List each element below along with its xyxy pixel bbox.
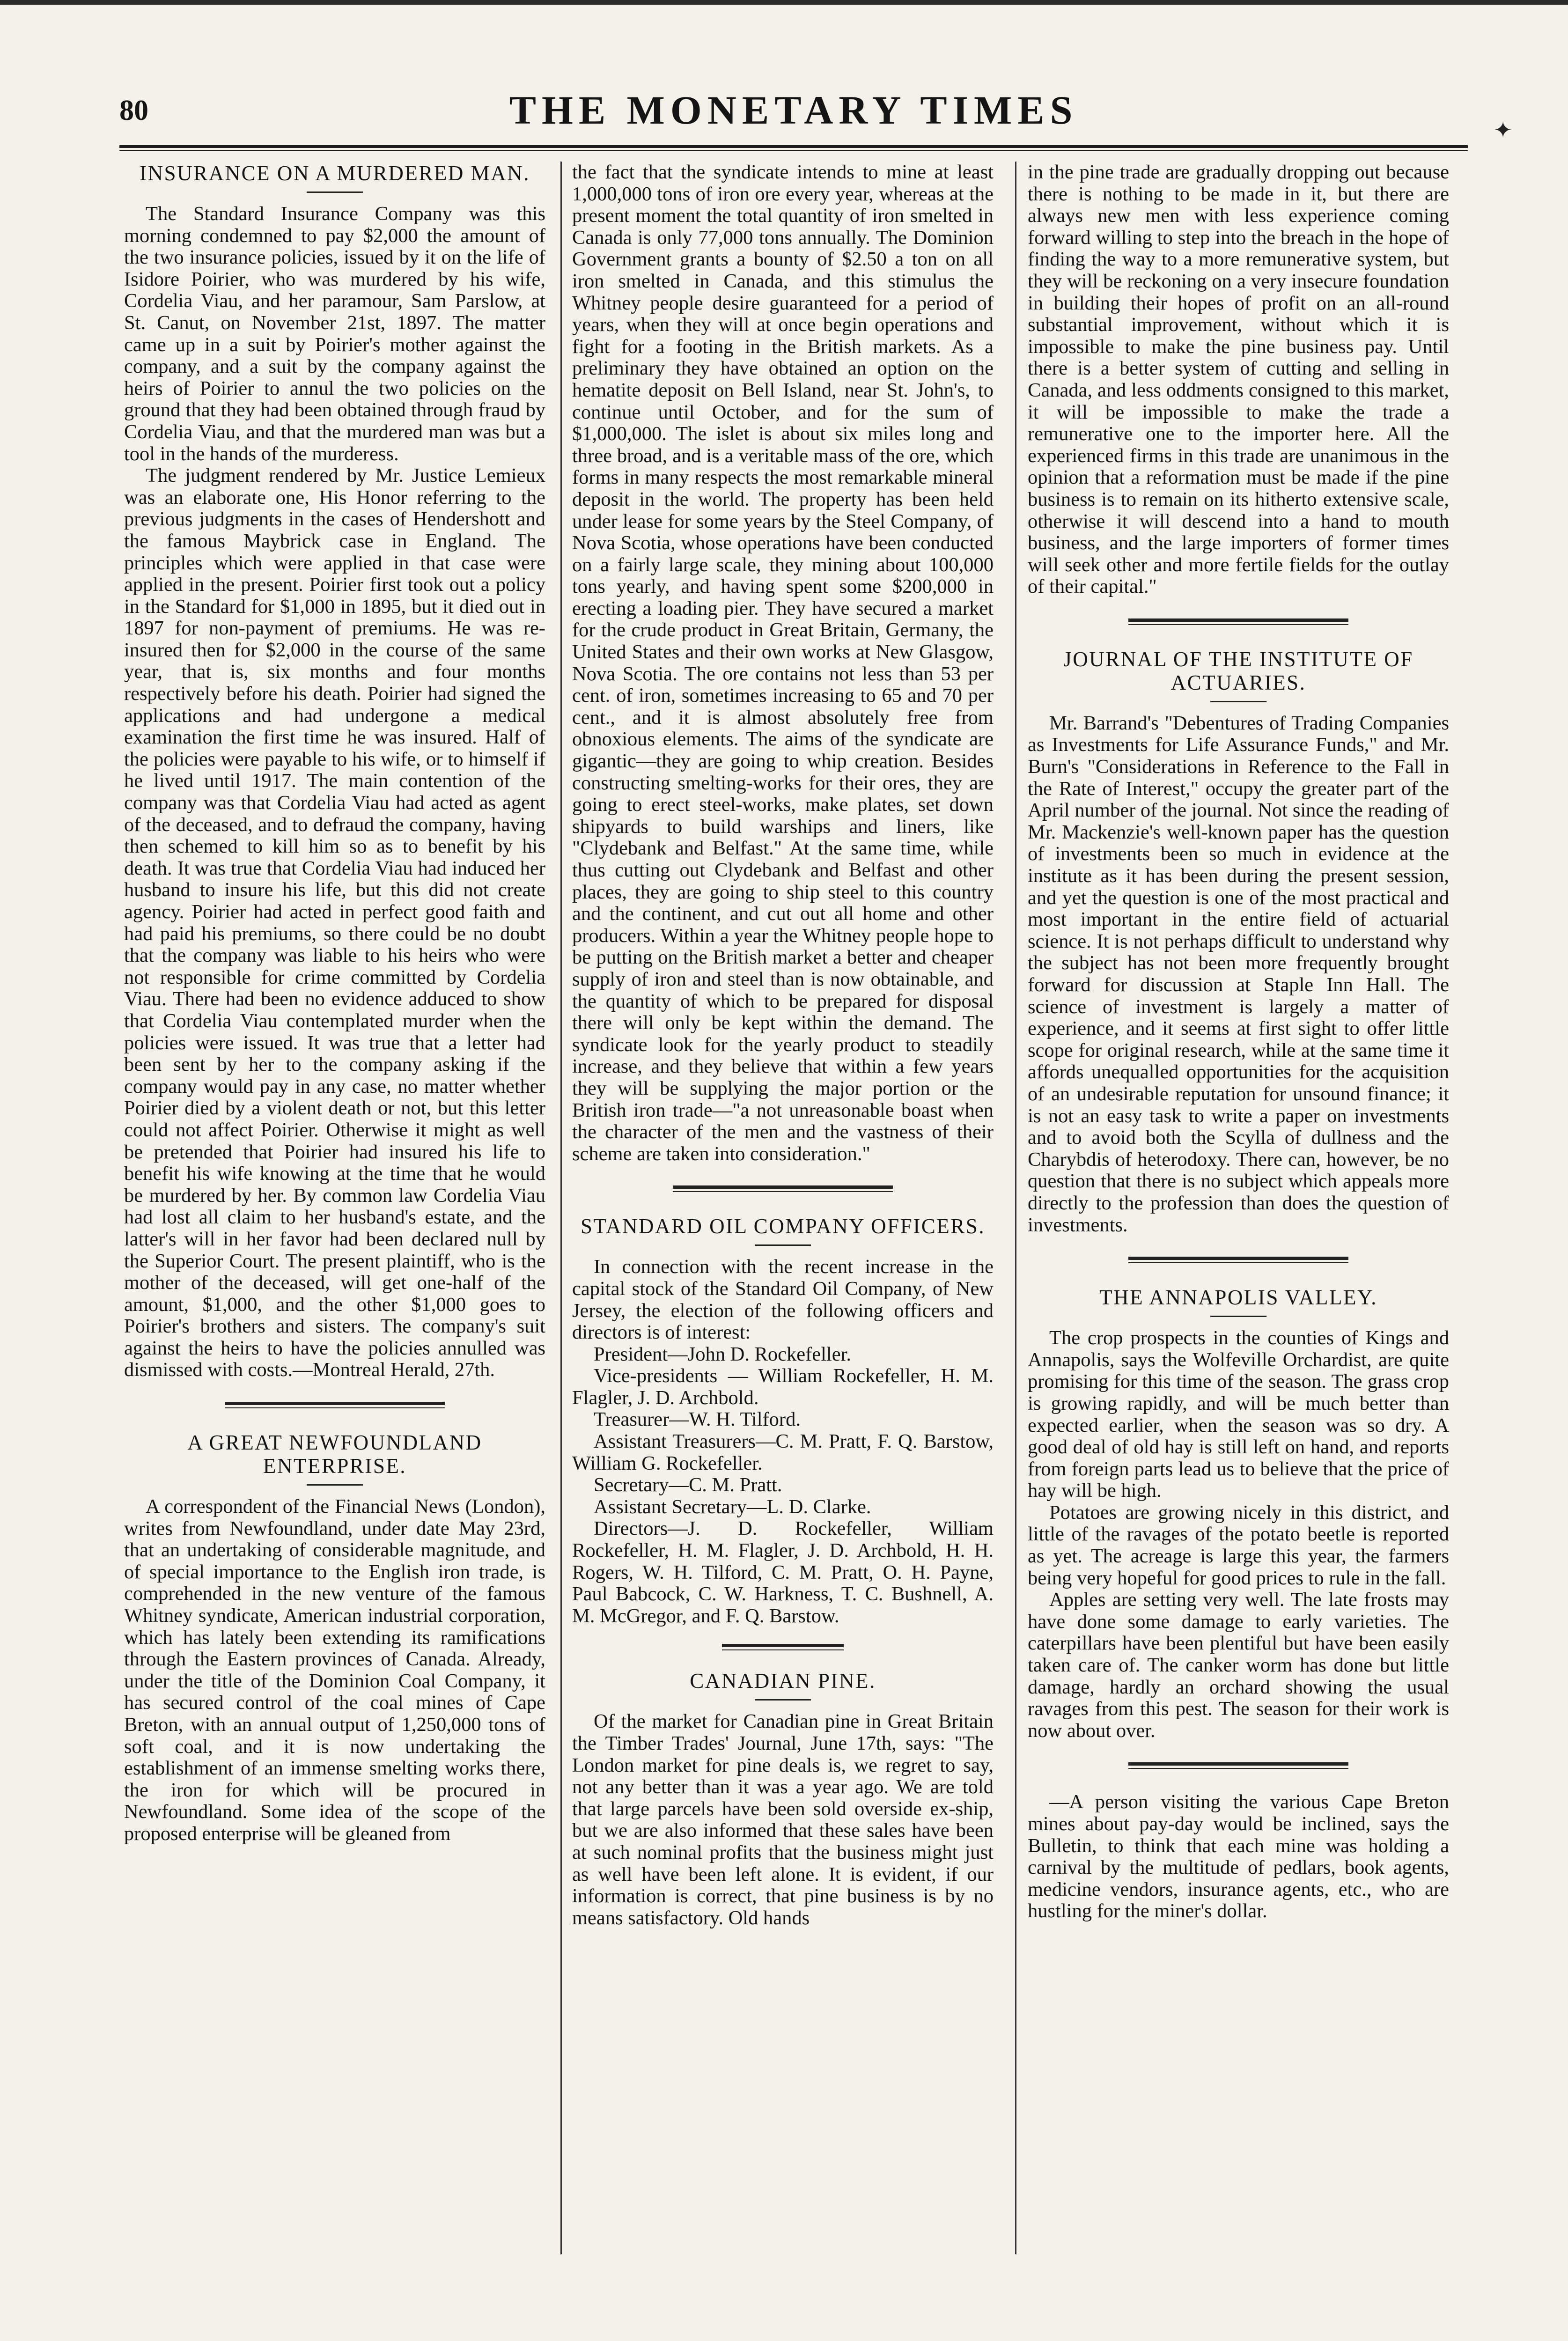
officer-entry: Vice-presidents — William Rockefeller, H. M. Flagler, J. D. Archbold. bbox=[572, 1365, 994, 1409]
column-3 bbox=[1028, 162, 1449, 1922]
article-paragraph: —A person visiting the various Cape Breton mines about pay-day would be inclined, says the Bulletin, to think that each mine was holding a carnival by the multitude of pedlars, book agents, medicine vendors, insurance agents, etc., who are hustling for the miner's dollar. bbox=[1028, 1791, 1449, 1922]
officer-entry: President—John D. Rockefeller. bbox=[594, 1343, 852, 1365]
officer-entry: Assistant Treasurers—C. M. Pratt, F. Q. Barstow, William G. Rockefeller. bbox=[572, 1430, 994, 1474]
article-title-standard-oil: STANDARD OIL COMPANY OFFICERS. bbox=[580, 1215, 986, 1238]
page-header bbox=[119, 87, 1468, 138]
article-paragraph: The crop prospects in the counties of Kings and Annapolis, says the Wolfeville Orchardist, are quite promising for this time of the season. The grass crop is growing rapidly, and will be much better than expected earlier, when the season was so dry. A good deal of old hay is still left on hand, and reports from foreign parts lead us to believe that the price of hay will be high. bbox=[1028, 1327, 1449, 1502]
column-2 bbox=[572, 162, 994, 1929]
officer-entry: Secretary—C. M. Pratt. bbox=[594, 1474, 782, 1496]
article-separator bbox=[722, 1644, 844, 1650]
article-separator bbox=[1128, 1762, 1348, 1769]
masthead: THE MONETARY TIMES bbox=[509, 88, 1078, 133]
article-separator bbox=[1128, 618, 1348, 625]
title-rule bbox=[307, 191, 363, 193]
title-rule bbox=[755, 1699, 811, 1701]
article-title-insurance: INSURANCE ON A MURDERED MAN. bbox=[140, 162, 530, 185]
title-rule bbox=[307, 1484, 363, 1486]
article-paragraph: Potatoes are growing nicely in this district, and little of the ravages of the potato beetle is reported as yet. The acreage is large this year, the farmers being very hopeful for good prices to rule in the fall. bbox=[1028, 1501, 1449, 1589]
column-rule-2 bbox=[1015, 162, 1016, 2254]
top-border bbox=[0, 0, 1568, 5]
article-paragraph: A correspondent of the Financial News (London), writes from Newfoundland, under date May 23rd, that an undertaking of considerable magnitude, and of special importance to the English iron trade, is comprehended in the new venture of the famous Whitney syndicate, American industrial corporation, which has lately been extending its ramifications through the Eastern provinces of Canada. Already, under the title of the Dominion Coal Company, it has secured control of the coal mines of Cape Breton, with an annual output of 1,250,000 tons of soft coal, and it is now undertaking the establishment of an immense smelting works there, the iron for which will be procured in Newfoundland. Some idea of the scope of the proposed enterprise will be gleaned from bbox=[124, 1495, 545, 1845]
title-rule bbox=[755, 1244, 811, 1246]
article-paragraph: Of the market for Canadian pine in Great Britain the Timber Trades' Journal, June 17th, says: "The London market for pine deals is, we regret to say, not any better than it was a year ago. We are told that large parcels have been sold overside ex-ship, but we are also informed that these sales have been at such nominal profits that the business might just as well have been left alone. It is evident, if our information is correct, that pine business is by no means satisfactory. Old hands bbox=[572, 1710, 994, 1929]
article-paragraph: Apples are setting very well. The late frosts may have done some damage to early varieties. The caterpillars have been plentiful but have been easily taken care of. The canker worm has done but little damage, hardly an orchard showing the usual ravages from this pest. The season for their work is now about over. bbox=[1028, 1589, 1449, 1742]
header-rule bbox=[119, 145, 1468, 151]
officer-entry: Directors—J. D. Rockefeller, William Rockefeller, H. M. Flagler, J. D. Archbold, H. H. Rogers, W. H. Tilford, C. M. Pratt, O. H. Payne, Paul Babcock, C. W. Harkness, T. C. Bushnell, A. M. McGregor, and F. Q. Barstow. bbox=[572, 1517, 994, 1627]
article-title-actuaries: JOURNAL OF THE INSTITUTE OF ACTUARIES. bbox=[1063, 647, 1413, 694]
article-separator bbox=[225, 1402, 445, 1408]
article-separator bbox=[1128, 1257, 1348, 1263]
article-title-newfoundland: A GREAT NEWFOUNDLAND ENTERPRISE. bbox=[187, 1431, 482, 1478]
article-paragraph: In connection with the recent increase in the capital stock of the Standard Oil Company, of New Jersey, the election of the following officers and directors is of interest: bbox=[572, 1256, 994, 1344]
column-1 bbox=[124, 162, 545, 1845]
article-title-annapolis: THE ANNAPOLIS VALLEY. bbox=[1099, 1286, 1377, 1310]
article-title-canadian-pine: CANADIAN PINE. bbox=[690, 1669, 876, 1693]
article-paragraph: Mr. Barrand's "Debentures of Trading Companies as Investments for Life Assurance Funds," and Mr. Burn's "Considerations in Reference to the Fall in the Rate of Interest," occupy the greater part of the April number of the journal. Not since the reading of Mr. Mackenzie's well-known paper has the question of investments been so much in evidence at the institute as it has been during the present session, and yet the question is one of the most practical and most important in the entire field of actuarial science. It is not perhaps difficult to understand why the subject has not been more frequently brought forward for discussion at Staple Inn Hall. The science of investment is largely a matter of experience, and it seems at first sight to offer little scope for original research, while at the same time it affords unequalled opportunities for the acquisition of an undesirable reputation for unsound finance; it is not an easy task to write a paper on investments and to avoid both the Scylla of dullness and the Charybdis of heterodoxy. There can, however, be no question that there is no subject which appeals more directly to the profession than does the question of investments. bbox=[1028, 712, 1449, 1236]
page-number: 80 bbox=[119, 95, 148, 126]
title-rule bbox=[1210, 1316, 1266, 1317]
column-rule-1 bbox=[560, 162, 562, 2254]
article-paragraph: The Standard Insurance Company was this morning condemned to pay $2,000 the amount of the two insurance policies, issued by it on the life of Isidore Poirier, who was murdered by his wife, Cordelia Viau, and her paramour, Sam Parslow, at St. Canut, on November 21st, 1897. The matter came up in a suit by Poirier's mother against the company, and a suit by the company against the heirs of Poirier to annul the two policies on the ground that they had been obtained through fraud by Cordelia Viau, and that the murdered man was but a tool in the hands of the murderess. bbox=[124, 203, 545, 465]
pin-mark-icon: ✦ bbox=[1494, 118, 1513, 143]
officer-entry: Treasurer—W. H. Tilford. bbox=[594, 1408, 801, 1431]
officer-entry: Assistant Secretary—L. D. Clarke. bbox=[594, 1495, 871, 1518]
article-separator bbox=[673, 1185, 893, 1192]
article-continuation: in the pine trade are gradually dropping out because there is nothing to be made in it, but there are always new men with less experience coming forward willing to step into the breach in the hope of finding the way to a more remunerative system, but they will be reckoning on a very insecure foundation in building their hopes of profit on an all-round substantial improvement, without which it is impossible to make the pine business pay. Until there is a better system of cutting and selling in Canada, and less oddments consigned to this market, it will be impossible to make the trade a remunerative one to the importer here. All the experienced firms in this trade are unanimous in the opinion that a reformation must be made if the pine business is to remain on its hitherto extensive scale, otherwise it will descend into a hand to mouth business, and the large importers of former times will seek other and more fertile fields for the outlay of their capital." bbox=[1028, 161, 1449, 598]
title-rule bbox=[1210, 701, 1266, 702]
article-continuation: the fact that the syndicate intends to mine at least 1,000,000 tons of iron ore every year, whereas at the present moment the total quantity of iron smelted in Canada is only 77,000 tons annually. The Dominion Government grants a bounty of $2.50 a ton on all iron smelted in Canada, and this stimulus the Whitney people desire guaranteed for a period of years, when they will at once begin operations and fight for a footing in the British markets. As a preliminary they have obtained an option on the hematite deposit on Bell Island, near St. John's, to continue until October, and for the sum of $1,000,000. The islet is about six miles long and three broad, and is a veritable mass of the ore, which forms in many respects the most remarkable mineral deposit in the world. The property has been held under lease for some years by the Steel Company, of Nova Scotia, whose operations have been conducted on a fairly large scale, they mining about 100,000 tons yearly, and having spent some $200,000 in erecting a loading pier. They have secured a market for the crude product in Great Britain, Germany, the United States and their own works at New Glasgow, Nova Scotia. The ore contains not less than 53 per cent. of iron, sometimes increasing to 65 and 70 per cent., and it is almost absolutely free from obnoxious elements. The aims of the syndicate are gigantic—they are going to whip creation. Besides constructing smelting-works for their ores, they are going to erect steel-works, make plates, set down shipyards to build warships and liners, like "Clydebank and Belfast." At the same time, while thus cutting out Clydebank and Belfast and other places, they are going to ship steel to this country and the continent, and cut out all home and other producers. Within a year the Whitney people hope to be putting on the British market a better and cheaper supply of iron and steel than is now obtainable, and the quantity of which to be prepared for disposal there will only be kept within the demand. The syndicate look for the yearly product to steadily increase, and they believe that within a few years they will be supplying the major portion or the British iron trade—"a not unreasonable boast when the character of the men and the vastness of their scheme are taken into consideration." bbox=[572, 161, 994, 1165]
article-paragraph: The judgment rendered by Mr. Justice Lemieux was an elaborate one, His Honor referring to the previous judgments in the cases of Hendershott and the famous Maybrick case in England. The principles which were applied in that case were applied in the present. Poirier first took out a policy in the Standard for $1,000 in 1895, but it died out in 1897 for non-payment of premiums. He was re-insured then for $2,000 in the course of the same year, that is, six months and four months respectively before his death. Poirier had signed the applications and had undergone a medical examination the first time he was insured. Half of the policies were payable to his wife, or to himself if he lived until 1917. The main contention of the company was that Cordelia Viau had acted as agent of the deceased, and to defraud the company, having then schemed to kill him so as to benefit by his death. It was true that Cordelia Viau had induced her husband to insure his life, but this did not create agency. Poirier had acted in perfect good faith and had paid his premiums, so there could be no doubt that the company was liable to his heirs who were not responsible for crime committed by Cordelia Viau. There had been no evidence adduced to show that Cordelia Viau contemplated murder when the policies were issued. It was true that a letter had been sent by her to the company asking if the company would pay in any case, no matter whether Poirier died by a violent death or not, but this letter could not affect Poirier. Otherwise it might as well be pretended that Poirier had insured his life to benefit his wife knowing at the time that he would be murdered by her. By common law Cordelia Viau had lost all claim to her husband's estate, and the latter's will in her favor had been declared null by the Superior Court. The present plaintiff, who is the mother of the deceased, will get one-half of the amount, $1,000, and the other $1,000 goes to Poirier's brothers and sisters. The company's suit against the heirs to have the policies annulled was dismissed with costs.—Montreal Herald, 27th. bbox=[124, 464, 545, 1381]
